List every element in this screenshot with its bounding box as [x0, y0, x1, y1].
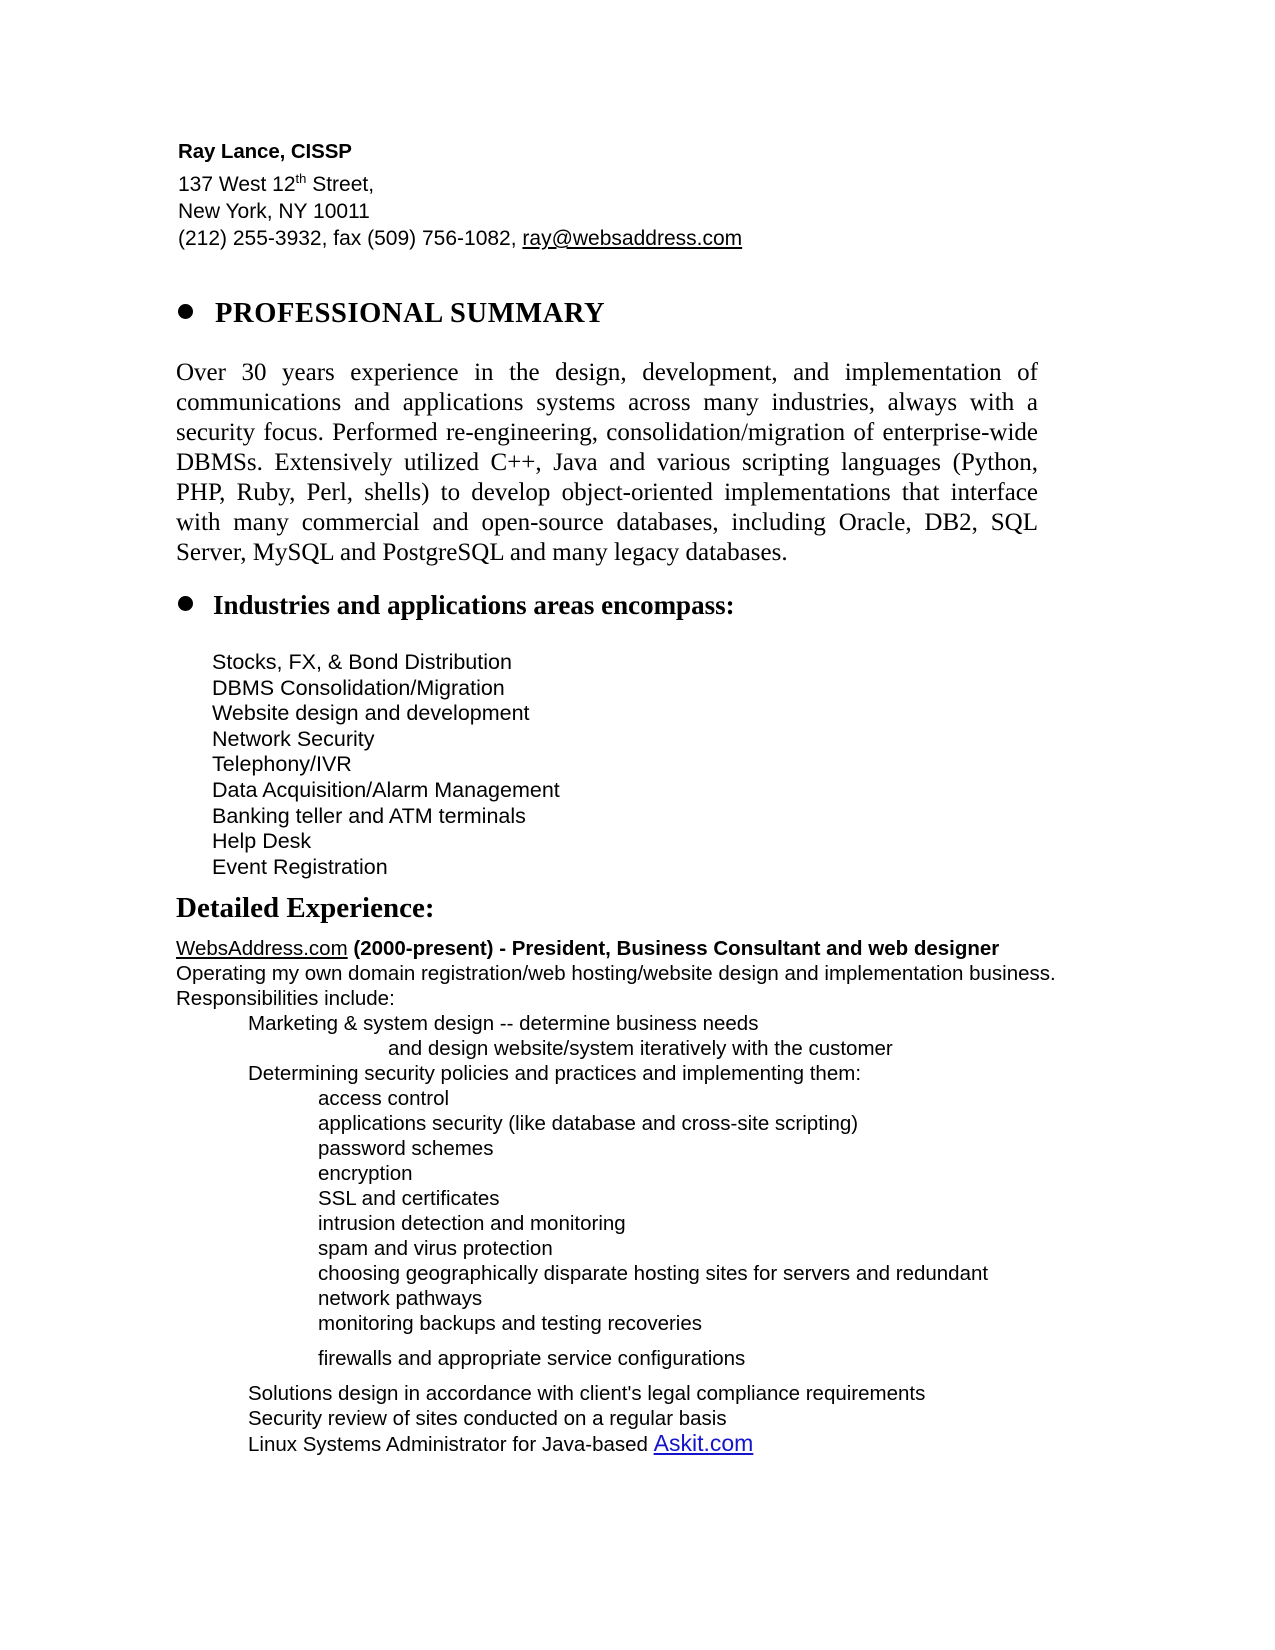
- candidate-name: Ray Lance, CISSP: [178, 140, 352, 163]
- linux-line-text: Linux Systems Administrator for Java-based: [248, 1433, 654, 1456]
- contact-header: [178, 140, 1038, 252]
- city-state-zip-line: New York, NY 10011: [178, 200, 370, 223]
- list-item: Event Registration: [212, 854, 388, 879]
- list-item: Telephony/IVR: [212, 752, 352, 777]
- list-item: Network Security: [212, 726, 375, 751]
- security-item: choosing geographically disparate hosting sites for servers and redundant: [318, 1262, 989, 1285]
- askit-link[interactable]: Askit.com: [653, 1430, 754, 1456]
- section-heading-professional-summary: [178, 298, 605, 330]
- street-address-line: [178, 171, 1038, 198]
- phone-fax-email-line: [178, 225, 1038, 252]
- street-address-number: 137 West 12: [178, 173, 296, 196]
- security-item: access control: [318, 1087, 450, 1110]
- list-item: Help Desk: [212, 829, 312, 854]
- section-heading-detailed-experience: Detailed Experience:: [176, 892, 435, 924]
- experience-role-text: (2000-present) - President, Business Consultant and web designer: [347, 937, 1000, 960]
- duty-marketing-design-continued: and design website/system iteratively with the customer: [388, 1037, 893, 1060]
- experience-intro-line-2: Responsibilities include:: [176, 987, 395, 1010]
- bullet-dot-icon: [178, 304, 193, 319]
- email-link[interactable]: ray@websaddress.com: [522, 227, 743, 250]
- section-heading-label: PROFESSIONAL SUMMARY: [215, 298, 606, 329]
- company-link[interactable]: WebsAddress.com: [176, 937, 348, 960]
- phone-fax-text: (212) 255-3932, fax (509) 756-1082,: [178, 227, 523, 250]
- section-heading-label: Industries and applications areas encompass:: [213, 590, 735, 620]
- duty-marketing-design: Marketing & system design -- determine business needs: [248, 1012, 759, 1035]
- professional-summary-paragraph: Over 30 years experience in the design, development, and implementation of communications and applications systems across many industries, always with a security focus. Performed re-engineering, consolidation/migration of enterprise-wide DBMSs. Extensively utilized C++, Java and various scripting languages (Python, PHP, Ruby, Perl, shells) to develop object-oriented implementations that interface with many commercial and open-source databases, including Oracle, DB2, SQL Server, MySQL and PostgreSQL and many legacy databases.: [176, 359, 1038, 566]
- section-heading-industries: [178, 590, 735, 621]
- list-item: Stocks, FX, & Bond Distribution: [212, 650, 512, 674]
- security-item: intrusion detection and monitoring: [318, 1212, 626, 1235]
- security-item: network pathways: [318, 1287, 483, 1310]
- security-item: applications security (like database and cross-site scripting): [318, 1112, 859, 1135]
- security-item: SSL and certificates: [318, 1187, 500, 1210]
- list-item: DBMS Consolidation/Migration: [212, 675, 505, 700]
- list-item: Banking teller and ATM terminals: [212, 803, 526, 828]
- duty-security-policies: Determining security policies and practices and implementing them:: [248, 1062, 862, 1085]
- closing-line: Solutions design in accordance with client's legal compliance requirements: [248, 1382, 926, 1405]
- industries-list: [212, 650, 560, 880]
- security-item: spam and virus protection: [318, 1237, 553, 1260]
- street-ordinal-suffix: th: [295, 171, 307, 186]
- linux-administrator-line: [176, 1431, 1076, 1457]
- security-item: encryption: [318, 1162, 413, 1185]
- list-item: Website design and development: [212, 701, 530, 726]
- experience-entry: [176, 936, 1076, 1457]
- security-item: monitoring backups and testing recoveries: [318, 1312, 703, 1335]
- list-item: Data Acquisition/Alarm Management: [212, 777, 560, 802]
- experience-intro-line-1: Operating my own domain registration/web hosting/website design and implementation business.: [176, 962, 1056, 985]
- experience-title-line: [176, 936, 1076, 961]
- bullet-dot-icon: [178, 596, 193, 611]
- security-item: password schemes: [318, 1137, 494, 1160]
- closing-line: Security review of sites conducted on a regular basis: [248, 1407, 727, 1430]
- security-item: firewalls and appropriate service configurations: [318, 1347, 746, 1370]
- street-address-suffix: Street,: [306, 173, 375, 196]
